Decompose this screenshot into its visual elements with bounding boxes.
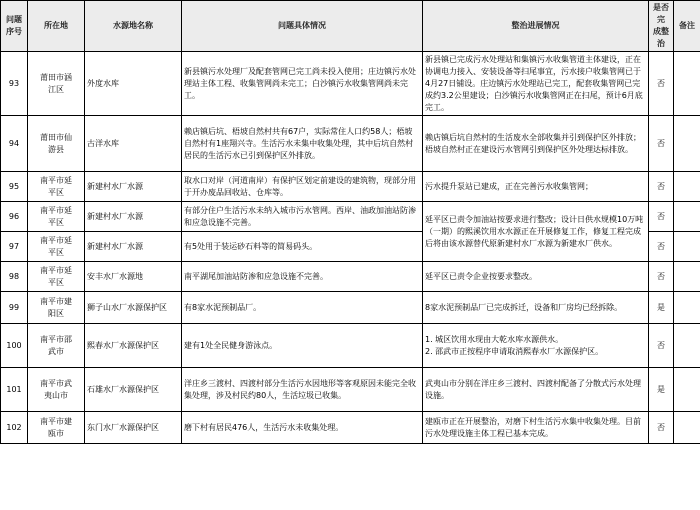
cell-problem: 有部分住户生活污水未纳入城市污水管网。西岸、油政加油站防渗和应急设施不完善。 [182, 202, 423, 232]
cell-source-name: 熙春水厂水源保护区 [85, 324, 182, 368]
cell-location: 南平市延 平区 [28, 262, 85, 292]
cell-notes [674, 52, 700, 116]
cell-source-name: 狮子山水厂水源保护区 [85, 292, 182, 324]
cell-progress: 污水提升泵站已建成，正在完善污水收集管网； [423, 172, 649, 202]
table-row [1, 172, 700, 202]
cell-problem: 有8家水泥预制品厂。 [182, 292, 423, 324]
cell-seq: 93 [1, 52, 28, 116]
cell-source-name: 古洋水库 [85, 116, 182, 172]
table-row [1, 202, 700, 232]
cell-location: 南平市邵 武市 [28, 324, 85, 368]
cell-seq: 95 [1, 172, 28, 202]
header-problem: 问题具体情况 [182, 1, 423, 52]
cell-problem: 洋庄乡三渡村、四渡村部分生活污水因地形等客观原因未能完全收集处理，涉及村民约80人，生活垃圾已收集。 [182, 368, 423, 412]
cell-source-name: 东门水厂水源保护区 [85, 412, 182, 444]
cell-problem: 磨下村有居民476人，生活污水未收集处理。 [182, 412, 423, 444]
cell-source-name: 外度水库 [85, 52, 182, 116]
cell-progress: 延平区已责令企业按要求整改。 [423, 262, 649, 292]
cell-source-name: 新建村水厂水源 [85, 232, 182, 262]
cell-location: 莆田市涵 江区 [28, 52, 85, 116]
cell-location: 南平市延 平区 [28, 172, 85, 202]
cell-seq: 98 [1, 262, 28, 292]
cell-notes [674, 324, 700, 368]
table-row [1, 412, 700, 444]
header-seq: 问题 序号 [1, 1, 28, 52]
cell-problem: 取水口对岸（河道南岸）有保护区划定前建设的建筑物，现部分用于开办废品回收站、仓库等。 [182, 172, 423, 202]
cell-notes [674, 232, 700, 262]
cell-location: 莆田市仙 游县 [28, 116, 85, 172]
header-progress: 整治进展情况 [423, 1, 649, 52]
cell-seq: 99 [1, 292, 28, 324]
table-header-row [1, 1, 700, 52]
header-source-name: 水源地名称 [85, 1, 182, 52]
cell-location: 南平市建 阳区 [28, 292, 85, 324]
cell-progress: 1. 城区饮用水现由大乾水库水源供水。 2. 邵武市正按程序申请取消熙春水厂水源保护区。 [423, 324, 649, 368]
table-row [1, 292, 700, 324]
cell-location: 南平市武 夷山市 [28, 368, 85, 412]
cell-source-name: 石雄水厂水源保护区 [85, 368, 182, 412]
table-row [1, 262, 700, 292]
cell-seq: 97 [1, 232, 28, 262]
cell-problem: 有5处用于装运砂石料等的简易码头。 [182, 232, 423, 262]
table-row [1, 116, 700, 172]
cell-done: 否 [649, 324, 674, 368]
cell-notes [674, 116, 700, 172]
cell-done: 否 [649, 202, 674, 232]
cell-problem: 赖店镇后坑、梧坡自然村共有67户，实际常住人口约58人；梧坡自然村有1座翔兴寺。生活污水未集中收集处理，其中后坑自然村居民的生活污水已引到保护区外排放。 [182, 116, 423, 172]
cell-seq: 96 [1, 202, 28, 232]
cell-problem: 新县镇污水处理厂及配套管网已完工尚未投入使用；庄边镇污水处理站主体工程、收集管网尚未完工；白沙镇污水收集管网尚未完工。 [182, 52, 423, 116]
cell-problem: 南平湖尾加油站防渗和应急设施不完善。 [182, 262, 423, 292]
cell-notes [674, 262, 700, 292]
cell-notes [674, 412, 700, 444]
cell-progress: 延平区已责令加油站按要求进行整改；设计日供水规模10万吨（一期）的熙溪饮用水水源正在开展修复工作，修复工程完成后将由该水源替代原新建村水厂水源为新建水厂供水。 [423, 202, 649, 262]
cell-progress: 武夷山市分别在洋庄乡三渡村、四渡村配备了分散式污水处理设施。 [423, 368, 649, 412]
cell-done: 否 [649, 232, 674, 262]
cell-done: 否 [649, 262, 674, 292]
cell-progress: 赖店镇后坑自然村的生活废水全部收集并引到保护区外排放；梧坡自然村正在建设污水管网引到保护区外处理达标排放。 [423, 116, 649, 172]
cell-seq: 102 [1, 412, 28, 444]
cell-seq: 100 [1, 324, 28, 368]
header-location: 所在地 [28, 1, 85, 52]
cell-seq: 94 [1, 116, 28, 172]
table-row [1, 368, 700, 412]
cell-location: 南平市延 平区 [28, 202, 85, 232]
cell-seq: 101 [1, 368, 28, 412]
cell-done: 否 [649, 52, 674, 116]
cell-source-name: 新建村水厂水源 [85, 202, 182, 232]
cell-progress: 新县镇已完成污水处理站和集镇污水收集管道主体建设，正在协调电力接入、安装设备等扫尾事宜，污水接户收集管网已于4月27日铺设。庄边镇污水处理站已完工，配套收集管网已完成约3.2公里建设；白沙镇污水收集管网正在扫尾，预计6月底完工。 [423, 52, 649, 116]
cell-progress: 8家水泥预制品厂已完成拆迁，设备和厂房均已经拆除。 [423, 292, 649, 324]
table-row [1, 324, 700, 368]
cell-progress: 建瓯市正在开展整治，对磨下村生活污水集中收集处理。目前污水处理设施主体工程已基本完成。 [423, 412, 649, 444]
cell-notes [674, 202, 700, 232]
header-done: 是否完 成整治 [649, 1, 674, 52]
cell-done: 否 [649, 116, 674, 172]
cell-notes [674, 292, 700, 324]
header-notes: 备注 [674, 1, 700, 52]
cell-problem: 建有1处全民健身游泳点。 [182, 324, 423, 368]
cell-done: 是 [649, 292, 674, 324]
cell-source-name: 安丰水厂水源地 [85, 262, 182, 292]
cell-done: 否 [649, 172, 674, 202]
cell-source-name: 新建村水厂水源 [85, 172, 182, 202]
cell-notes [674, 368, 700, 412]
cell-location: 南平市建 瓯市 [28, 412, 85, 444]
cell-done: 是 [649, 368, 674, 412]
table-row [1, 52, 700, 116]
cell-location: 南平市延 平区 [28, 232, 85, 262]
cell-done: 否 [649, 412, 674, 444]
cell-notes [674, 172, 700, 202]
